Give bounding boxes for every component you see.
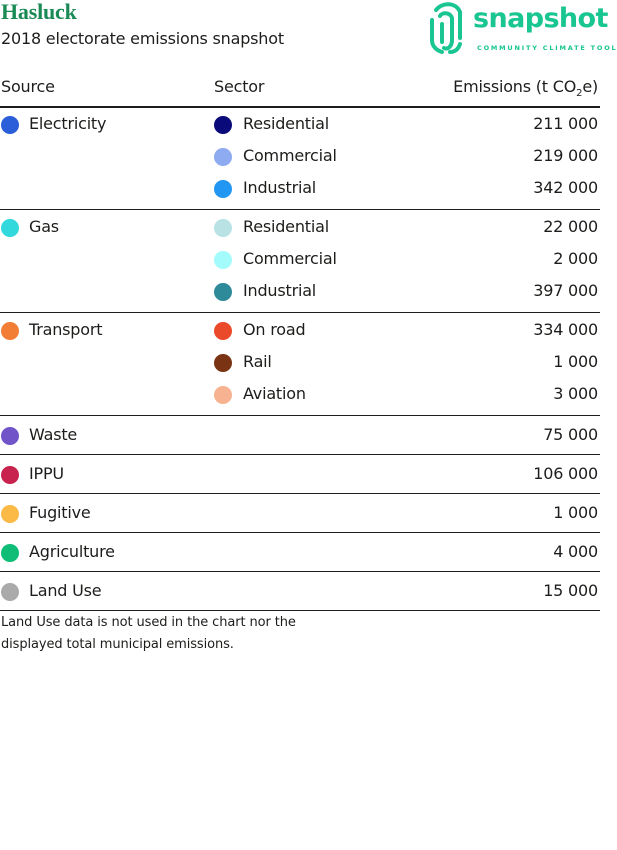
emissions-header-subscript: 2 [576, 88, 583, 100]
snapshot-logo [428, 0, 617, 56]
sector-label: Industrial [243, 281, 317, 300]
source-color-dot [1, 219, 19, 237]
table-header [0, 72, 600, 108]
source-color-dot [1, 544, 19, 562]
fingerprint-icon [428, 0, 468, 54]
source-label: Fugitive [29, 503, 91, 522]
emissions-header-prefix: Emissions (t CO [453, 77, 577, 96]
source-label: IPPU [29, 464, 64, 483]
source-group-waste [0, 416, 600, 455]
column-header-source: Source [1, 77, 55, 96]
source-label: Transport [29, 320, 103, 339]
emissions-value: 342 000 [533, 178, 598, 197]
emissions-value: 334 000 [533, 320, 598, 339]
source-color-dot [1, 583, 19, 601]
source-label: Gas [29, 217, 59, 236]
source-label: Agriculture [29, 542, 115, 561]
source-group-ippu [0, 455, 600, 494]
source-color-dot [1, 322, 19, 340]
column-header-emissions [453, 77, 598, 99]
sector-color-dot [214, 386, 232, 404]
sector-label: Commercial [243, 249, 337, 268]
sector-color-dot [214, 180, 232, 198]
source-label: Waste [29, 425, 78, 444]
source-group-agriculture [0, 533, 600, 572]
source-color-dot [1, 427, 19, 445]
emissions-value: 1 000 [553, 503, 598, 522]
emissions-value: 4 000 [553, 542, 598, 561]
emissions-value: 2 000 [553, 249, 598, 268]
sector-color-dot [214, 283, 232, 301]
footnote: Land Use data is not used in the chart nor the displayed total municipal emissions. [1, 615, 296, 652]
source-color-dot [1, 505, 19, 523]
sector-label: Commercial [243, 146, 337, 165]
sector-label: Industrial [243, 178, 317, 197]
source-label: Land Use [29, 581, 102, 600]
page-title: Hasluck [1, 0, 77, 24]
logo-wordmark: snapshot [473, 3, 608, 34]
emissions-value: 1 000 [553, 352, 598, 371]
emissions-value: 75 000 [543, 425, 598, 444]
emissions-value: 15 000 [543, 581, 598, 600]
source-label: Electricity [29, 114, 107, 133]
emissions-value: 219 000 [533, 146, 598, 165]
sector-color-dot [214, 251, 232, 269]
source-group-fugitive [0, 494, 600, 533]
source-group-gas [0, 210, 600, 313]
emissions-value: 397 000 [533, 281, 598, 300]
emissions-header-suffix: e) [582, 77, 598, 96]
column-header-sector: Sector [214, 77, 265, 96]
sector-color-dot [214, 116, 232, 134]
sector-label: Residential [243, 114, 329, 133]
sector-color-dot [214, 219, 232, 237]
emissions-value: 106 000 [533, 464, 598, 483]
logo-tagline: COMMUNITY CLIMATE TOOL [477, 44, 617, 52]
page-subtitle: 2018 electorate emissions snapshot [1, 29, 284, 48]
sector-label: Rail [243, 352, 272, 371]
sector-color-dot [214, 148, 232, 166]
emissions-value: 3 000 [553, 384, 598, 403]
sector-color-dot [214, 322, 232, 340]
sector-label: Residential [243, 217, 329, 236]
source-group-land-use [0, 572, 600, 611]
sector-label: Aviation [243, 384, 306, 403]
sector-color-dot [214, 354, 232, 372]
source-group-transport [0, 313, 600, 416]
sector-label: On road [243, 320, 306, 339]
emissions-value: 211 000 [533, 114, 598, 133]
source-color-dot [1, 116, 19, 134]
source-group-electricity [0, 107, 600, 210]
emissions-value: 22 000 [543, 217, 598, 236]
source-color-dot [1, 466, 19, 484]
